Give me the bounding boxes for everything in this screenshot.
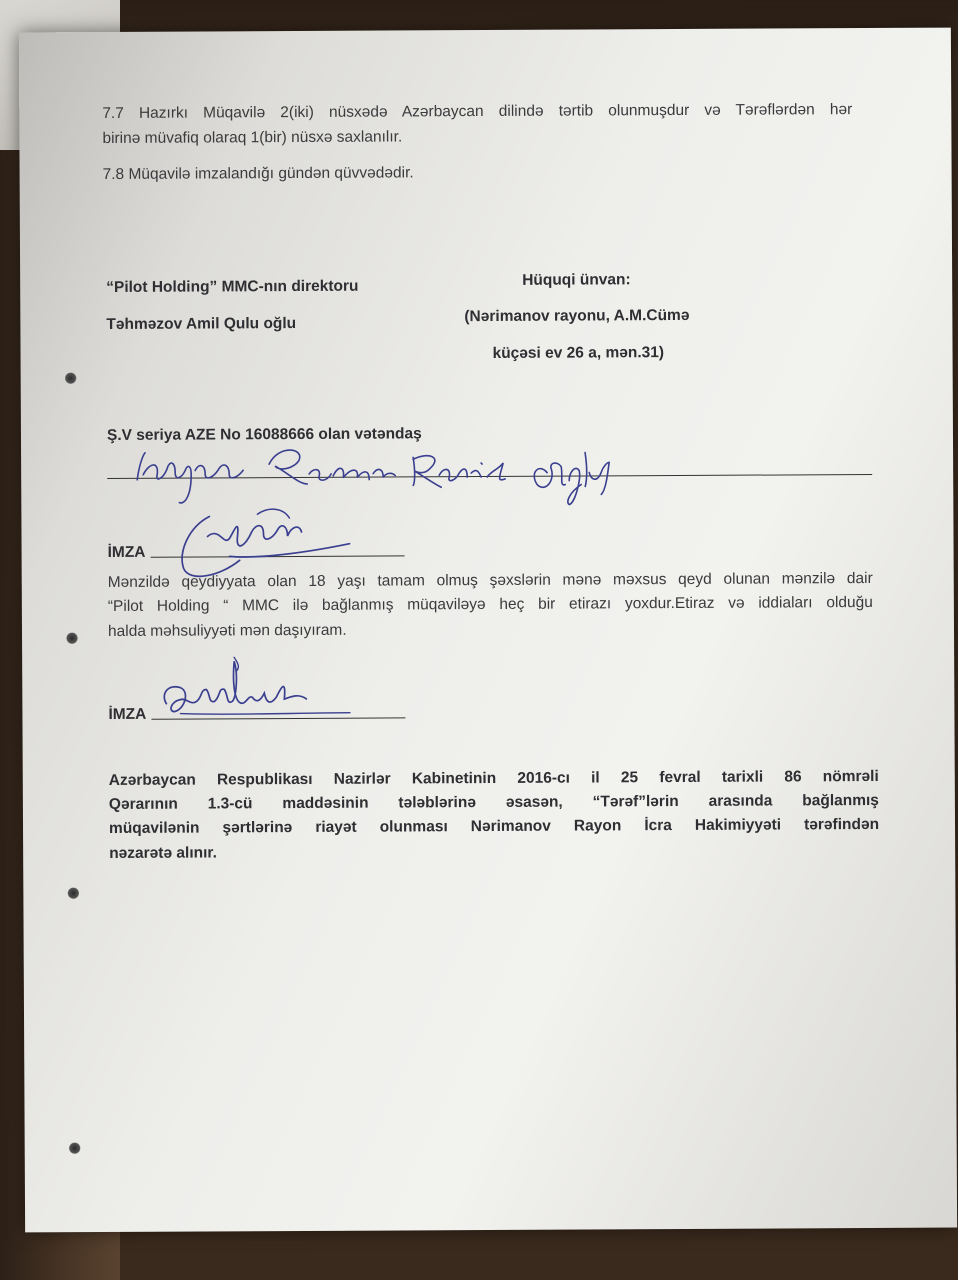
signature-1-label: İMZA (107, 543, 146, 561)
clause-7-7-line2: birinə müvafiq olaraq 1(bir) nüsxə saxlanılır. (102, 128, 403, 148)
punch-hole-icon (69, 1142, 81, 1154)
punch-hole-icon (65, 372, 77, 384)
decree-line3: müqavilənin şərtlərinə riayət olunması Nərimanov Rayon İcra Hakimiyyəti tərəfindən (108, 815, 880, 837)
signature-2-label: İMZA (108, 705, 147, 723)
clause-7-7-line1: 7.7 Hazırkı Müqavilə 2(iki) nüsxədə Azərbaycan dilində tərtib olunmuşdur və Tərəflərdən hər (102, 101, 853, 123)
decree-line2: Qərarının 1.3-cü maddəsinin tələblərinə əsasən, “Tərəf”lərin arasında bağlanmış (108, 791, 879, 813)
punch-hole-icon (67, 887, 79, 899)
decree-line1: Azərbaycan Respublikası Nazirlər Kabinetinin 2016-cı il 25 fevral tarixli 86 nömrəli (108, 767, 879, 789)
punch-hole-icon (66, 632, 78, 644)
consent-line2: “Pilot Holding “ MMC ilə bağlanmış müqaviləyə heç bir etirazı yoxdur.Etiraz və iddiaları olduğu (107, 593, 873, 615)
consent-line3: halda məhsuliyyəti mən daşıyıram. (107, 621, 347, 640)
signature-2 (150, 653, 350, 734)
consent-line1: Mənzildə qeydiyyata olan 18 yaşı tamam olmuş şəxslərin mənə məxsus qeyd olunan mənzilə dair (107, 569, 873, 591)
party-right-address-line1: (Nərimanov rayonu, A.M.Cümə (464, 306, 690, 326)
party-right-heading: Hüquqi ünvan: (522, 271, 631, 289)
party-left-name: Təhməzov Amil Qulu oğlu (106, 315, 297, 333)
document-page (19, 28, 957, 1233)
decree-line4: nəzarətə alınır. (109, 844, 217, 862)
clause-7-8: 7.8 Müqavilə imzalandığı gündən qüvvədədir. (102, 164, 414, 184)
party-left-title: “Pilot Holding” MMC-nın direktoru (106, 277, 359, 296)
citizen-id-line: Ş.V seriya AZE No 16088666 olan vətəndaş (106, 425, 422, 444)
party-right-address-line2: küçəsi ev 26 a, mən.31) (492, 344, 665, 362)
